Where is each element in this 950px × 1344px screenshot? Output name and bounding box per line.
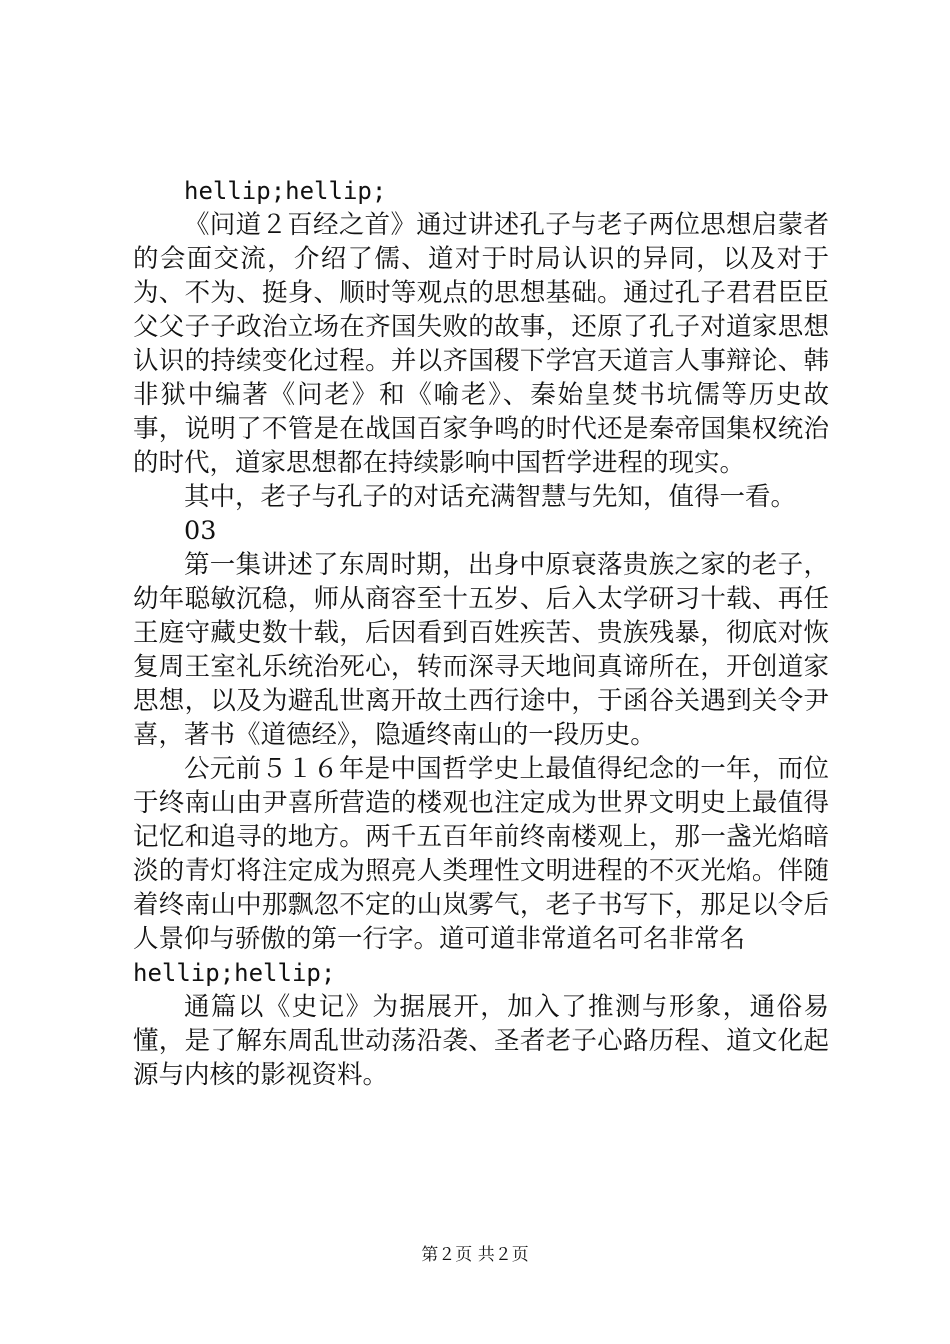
- paragraph-conclusion: 通篇以《史记》为据展开，加入了推测与形象，通俗易懂，是了解东周乱世动荡沿袭、圣者老子心路历程、道文化起源与内核的影视资料。: [133, 992, 829, 1090]
- paragraph-episode-one: 第一集讲述了东周时期，出身中原衰落贵族之家的老子，幼年聪敏沉稳，师从商容至十五岁、后入太学研习十载、再任王庭守藏史数十载，后因看到百姓疾苦、贵族残暴，彻底对恢复周王室礼乐统治死心，转而深寻天地间真谛所在，开创道家思想，以及为避乱世离开故土西行途中，于函谷关遇到关令尹喜，著书《道德经》，隐遁终南山的一段历史。: [133, 550, 829, 750]
- document-body: [133, 174, 829, 1092]
- paragraph-516bc: 公元前５１６年是中国哲学史上最值得纪念的一年，而位于终南山由尹喜所营造的楼观也注定成为世界文明史上最值得记忆和追寻的地方。两千五百年前终南楼观上，那一盏光焰暗淡的青灯将注定成为照亮人类理性文明进程的不灭光焰。伴随着终南山中那飘忽不定的山岚雾气，老子书写下，那足以令后人景仰与骄傲的第一行字。道可道非常道名可名非常名: [133, 754, 829, 954]
- paragraph-wendao-summary: 《问道２百经之首》通过讲述孔子与老子两位思想启蒙者的会面交流，介绍了儒、道对于时局认识的异同，以及对于为、不为、挺身、顺时等观点的思想基础。通过孔子君君臣臣父父子子政治立场在齐国失败的故事，还原了孔子对道家思想认识的持续变化过程。并以齐国稷下学宫天道言人事辩论、韩非狱中编著《问老》和《喻老》、秦始皇焚书坑儒等历史故事，说明了不管是在战国百家争鸣的时代还是秦帝国集权统治的时代，道家思想都在持续影响中国哲学进程的现实。: [133, 210, 829, 478]
- paragraph-ellipsis: hellip;hellip;: [184, 177, 387, 205]
- paragraph-dialogue-note: 其中，老子与孔子的对话充满智慧与先知，值得一看。: [184, 482, 797, 512]
- paragraph-ellipsis-2: hellip;hellip;: [133, 959, 336, 987]
- page-footer: 第２页 共２页: [421, 1245, 529, 1265]
- section-number: 03: [184, 516, 217, 546]
